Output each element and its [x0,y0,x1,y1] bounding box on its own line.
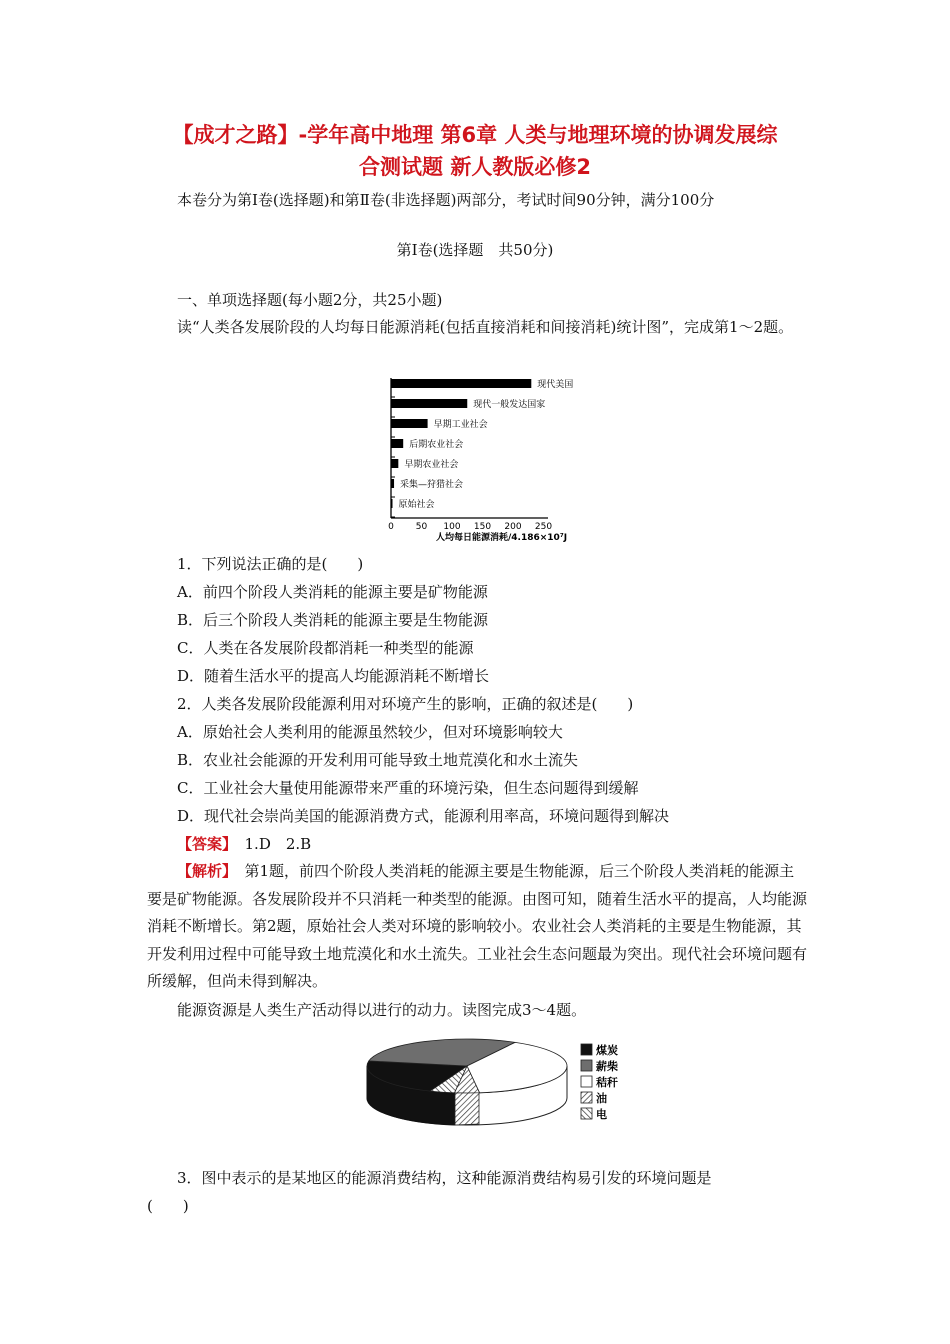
legend-label-4: 电 [596,1108,607,1121]
x-tick-label-2: 100 [443,522,461,532]
x-tick-label-1: 50 [415,522,428,532]
q1-option-b: B．后三个阶段人类消耗的能源主要是生物能源 [177,611,489,629]
energy-structure-pie-chart [355,1036,655,1132]
q1-option-d: D．随着生活水平的提高人均能源消耗不断增长 [177,667,490,685]
analysis-tag: 【解析】 [177,862,230,880]
bar-label-0: 现代美国 [537,380,574,390]
q2-option-b: B．农业社会能源的开发利用可能导致土地荒漠化和水土流失 [177,751,579,769]
bar-label-1: 现代一般发达国家 [473,400,546,410]
legend-swatch-0 [581,1044,592,1055]
q1-stem: 1．下列说法正确的是( ) [177,555,364,573]
read1-paragraph: 读“人类各发展阶段的人均每日能源消耗(包括直接消耗和间接消耗)统计图”，完成第1～2题。 [177,318,794,336]
x-tick-label-3: 150 [473,522,492,532]
bar-3 [391,439,403,448]
q1-option-c: C．人类在各发展阶段都消耗一种类型的能源 [177,639,474,657]
x-tick-label-4: 200 [504,522,522,532]
legend-swatch-3 [581,1092,592,1103]
bar-label-4: 早期农业社会 [404,460,459,470]
x-tick-label-0: 0 [388,522,394,532]
analysis-paragraph [147,858,807,996]
part1-heading: 第Ⅰ卷(选择题 共50分) [396,241,554,259]
x-axis-label: 人均每日能源消耗/4.186×10⁷J [436,533,568,543]
x-tick-label-5: 250 [534,522,553,532]
bar-label-6: 原始社会 [398,500,435,510]
energy-consumption-bar-chart [370,374,600,546]
legend-swatch-1 [581,1060,592,1071]
bar-4 [391,459,398,468]
analysis-text: 第1题，前四个阶段人类消耗的能源主要是生物能源，后三个阶段人类消耗的能源主要是矿物能源。各发展阶段并不只消耗一种类型的能源。由图可知，随着生活水平的提高，人均能源消耗不断增长。第2题，原始社会人类对环境的影响较小。农业社会人类消耗的主要是生物能源，其开发利用过程中可能导致土地荒漠化和水土流失。工业社会生态问题最为突出。现代社会环境问题有所缓解，但尚未得到解决。 [147,862,808,990]
legend-label-0: 煤炭 [596,1044,618,1057]
bar-label-5: 采集—狩猎社会 [400,480,464,490]
q2-stem: 2．人类各发展阶段能源利用对环境产生的影响，正确的叙述是( ) [177,695,634,713]
q2-option-d: D．现代社会崇尚美国的能源消费方式，能源利用率高，环境问题得到解决 [177,807,670,825]
section1-heading: 一、单项选择题(每小题2分，共25小题) [177,291,443,309]
q1-option-a: A．前四个阶段人类消耗的能源主要是矿物能源 [177,583,488,601]
legend-swatch-2 [581,1076,592,1087]
legend-label-3: 油 [596,1092,607,1105]
bar-1 [391,399,467,408]
document-title-line2: 合测试题 新人教版必修2 [359,155,591,179]
legend-label-2: 秸秆 [596,1076,618,1089]
answer-text: 1.D 2.B [229,835,312,853]
document-title-line1: 【成才之路】-学年高中地理 第6章 人类与地理环境的协调发展综 [172,123,778,147]
pie-side-oil [455,1092,479,1125]
q2-option-a: A．原始社会人类利用的能源虽然较少，但对环境影响较大 [177,723,563,741]
answer-tag: 【答案】 [177,835,230,853]
answer-line [177,834,311,854]
q3-blank: ( ) [147,1197,189,1215]
q2-option-c: C．工业社会大量使用能源带来严重的环境污染，但生态问题得到缓解 [177,779,639,797]
bar-0 [391,379,531,388]
bar-label-3: 后期农业社会 [409,440,464,450]
q3-stem: 3．图中表示的是某地区的能源消费结构，这种能源消费结构易引发的环境问题是 [177,1169,712,1187]
legend-label-1: 薪柴 [596,1060,618,1073]
intro-text: 本卷分为第Ⅰ卷(选择题)和第Ⅱ卷(非选择题)两部分，考试时间90分钟，满分100分 [177,191,715,209]
legend-swatch-4 [581,1108,592,1119]
bar-label-2: 早期工业社会 [433,420,488,430]
bar-2 [391,419,428,428]
read2-text: 能源资源是人类生产活动得以进行的动力。读图完成3～4题。 [177,1001,587,1019]
